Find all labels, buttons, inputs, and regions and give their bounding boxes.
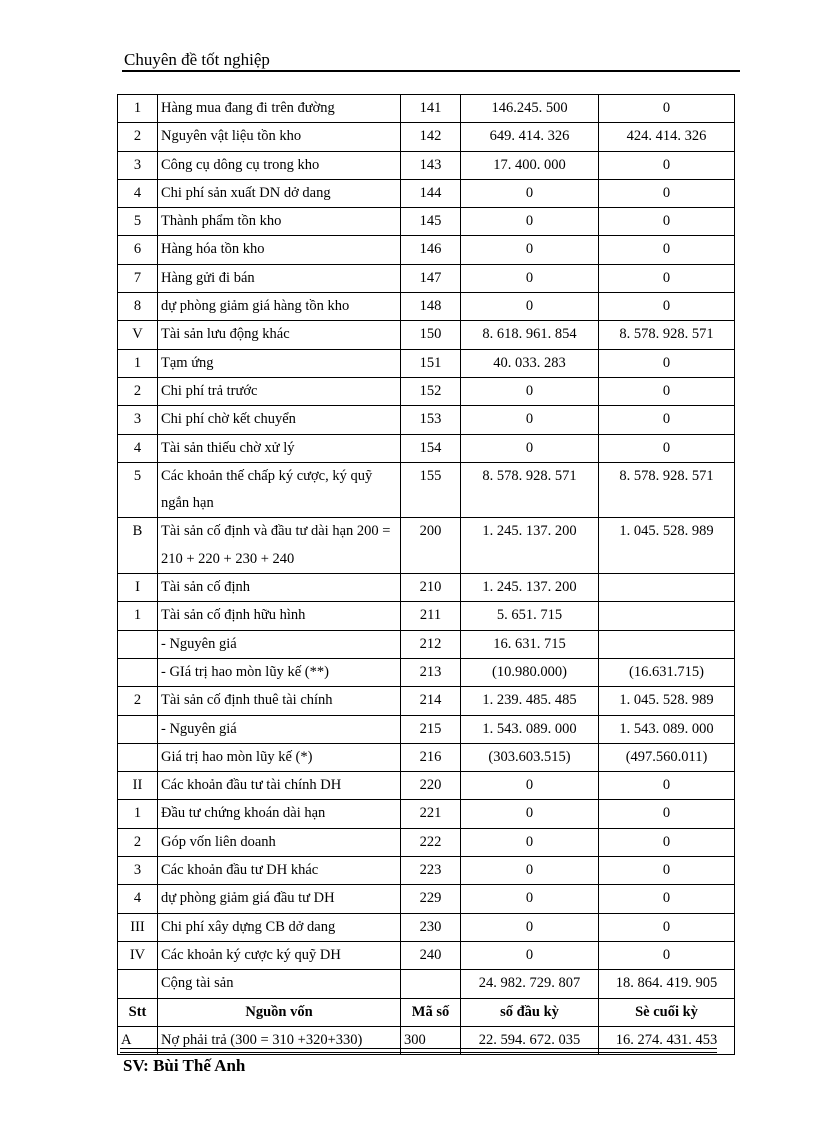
- cell-stt: 2: [118, 687, 158, 715]
- cell-end: 0: [599, 800, 735, 828]
- cell-begin: 40. 033. 283: [461, 349, 599, 377]
- table-row: [118, 885, 735, 913]
- cell-name: Các khoản đầu tư DH khác: [158, 857, 401, 885]
- cell-begin: 8. 578. 928. 571: [461, 462, 599, 518]
- cell-stt: [118, 658, 158, 686]
- table-row: [118, 574, 735, 602]
- cell-code: 150: [401, 321, 461, 349]
- cell-end: 1. 543. 089. 000: [599, 715, 735, 743]
- cell-name: Thành phẩm tồn kho: [158, 208, 401, 236]
- cell-end: 0: [599, 406, 735, 434]
- cell-code: 212: [401, 630, 461, 658]
- cell-stt: I: [118, 574, 158, 602]
- table-row: [118, 1026, 735, 1054]
- cell-code: 211: [401, 602, 461, 630]
- cell-begin: 0: [461, 179, 599, 207]
- cell-code: 221: [401, 800, 461, 828]
- cell-begin: 0: [461, 913, 599, 941]
- cell-stt: 5: [118, 462, 158, 518]
- header-end: Sè cuối kỳ: [599, 998, 735, 1026]
- table-row: [118, 857, 735, 885]
- table-row: [118, 658, 735, 686]
- cell-begin: 0: [461, 800, 599, 828]
- table-row: [118, 179, 735, 207]
- cell-begin: 0: [461, 264, 599, 292]
- cell-name: - Nguyên giá: [158, 630, 401, 658]
- cell-end: 0: [599, 95, 735, 123]
- table-row: [118, 434, 735, 462]
- table-row: [118, 151, 735, 179]
- table-row: [118, 321, 735, 349]
- cell-stt: V: [118, 321, 158, 349]
- cell-name: dự phòng giảm giá hàng tồn kho: [158, 293, 401, 321]
- cell-end: 8. 578. 928. 571: [599, 321, 735, 349]
- footer-rule: [120, 1048, 717, 1049]
- cell-end: [599, 630, 735, 658]
- cell-end: 0: [599, 885, 735, 913]
- table-body-liabilities: [118, 998, 735, 1055]
- cell-end: 0: [599, 857, 735, 885]
- cell-begin: 0: [461, 828, 599, 856]
- balance-sheet-table: [117, 94, 735, 1055]
- cell-stt: 3: [118, 857, 158, 885]
- cell-end: 424. 414. 326: [599, 123, 735, 151]
- cell-stt: [118, 743, 158, 771]
- table-body-bottom: [118, 574, 735, 998]
- cell-code: 216: [401, 743, 461, 771]
- cell-end: 0: [599, 208, 735, 236]
- cell-code: 222: [401, 828, 461, 856]
- cell-stt: B: [118, 518, 158, 574]
- cell-begin: 1. 245. 137. 200: [461, 518, 599, 574]
- cell-name: Chi phí trả trước: [158, 377, 401, 405]
- cell-name: Góp vốn liên doanh: [158, 828, 401, 856]
- cell-begin: 649. 414. 326: [461, 123, 599, 151]
- page-header-title: Chuyên đề tốt nghiệp: [124, 50, 270, 69]
- table-row: [118, 264, 735, 292]
- cell-begin: 0: [461, 236, 599, 264]
- cell-code: 220: [401, 772, 461, 800]
- cell-code: 155: [401, 462, 461, 518]
- cell-end: 18. 864. 419. 905: [599, 970, 735, 998]
- cell-code: 240: [401, 941, 461, 969]
- cell-end: [599, 574, 735, 602]
- cell-code: 214: [401, 687, 461, 715]
- header-rule: [122, 70, 740, 72]
- header-begin: số đầu kỳ: [461, 998, 599, 1026]
- cell-stt: 3: [118, 151, 158, 179]
- cell-code: 154: [401, 434, 461, 462]
- table-row: [118, 208, 735, 236]
- cell-end: [599, 602, 735, 630]
- cell-stt: 1: [118, 800, 158, 828]
- table-row: [118, 406, 735, 434]
- table-header-row: [118, 998, 735, 1026]
- cell-end: 0: [599, 913, 735, 941]
- cell-begin: 0: [461, 941, 599, 969]
- cell-name: Tài sản cố định và đầu tư dài hạn 200 = 210 + 220 + 230 + 240: [158, 518, 401, 574]
- cell-code: 153: [401, 406, 461, 434]
- cell-end: 0: [599, 349, 735, 377]
- cell-name: dự phòng giảm giá đầu tư DH: [158, 885, 401, 913]
- cell-name: Tài sản thiếu chờ xử lý: [158, 434, 401, 462]
- cell-end: 0: [599, 828, 735, 856]
- cell-code: 223: [401, 857, 461, 885]
- cell-begin: 17. 400. 000: [461, 151, 599, 179]
- cell-end: 0: [599, 179, 735, 207]
- cell-begin: 24. 982. 729. 807: [461, 970, 599, 998]
- table-row: [118, 349, 735, 377]
- cell-name: Công cụ dông cụ trong kho: [158, 151, 401, 179]
- cell-stt: [118, 630, 158, 658]
- cell-code: 147: [401, 264, 461, 292]
- cell-begin: 22. 594. 672. 035: [461, 1026, 599, 1054]
- cell-begin: 0: [461, 406, 599, 434]
- cell-end: 0: [599, 377, 735, 405]
- table-row: [118, 602, 735, 630]
- header-code: Mã số: [401, 998, 461, 1026]
- cell-begin: 1. 245. 137. 200: [461, 574, 599, 602]
- cell-stt: 2: [118, 377, 158, 405]
- cell-stt: 1: [118, 95, 158, 123]
- cell-stt: 7: [118, 264, 158, 292]
- cell-code: 230: [401, 913, 461, 941]
- cell-begin: (10.980.000): [461, 658, 599, 686]
- table-row: [118, 462, 735, 518]
- footer-rule-secondary: [120, 1052, 717, 1053]
- cell-stt: IV: [118, 941, 158, 969]
- cell-begin: 1. 239. 485. 485: [461, 687, 599, 715]
- table-row: [118, 95, 735, 123]
- cell-end: 0: [599, 293, 735, 321]
- cell-begin: 146.245. 500: [461, 95, 599, 123]
- table-row: [118, 800, 735, 828]
- table-row: [118, 687, 735, 715]
- cell-begin: 8. 618. 961. 854: [461, 321, 599, 349]
- cell-begin: (303.603.515): [461, 743, 599, 771]
- cell-begin: 16. 631. 715: [461, 630, 599, 658]
- cell-end: 16. 274. 431. 453: [599, 1026, 735, 1054]
- cell-name: Các khoản đầu tư tài chính DH: [158, 772, 401, 800]
- cell-name: Tài sản lưu động khác: [158, 321, 401, 349]
- table-row: [118, 941, 735, 969]
- cell-name: Tạm ứng: [158, 349, 401, 377]
- cell-end: 0: [599, 151, 735, 179]
- cell-code: 229: [401, 885, 461, 913]
- cell-name: Giá trị hao mòn lũy kế (*): [158, 743, 401, 771]
- cell-stt: 1: [118, 349, 158, 377]
- cell-code: 148: [401, 293, 461, 321]
- table-row: [118, 828, 735, 856]
- cell-begin: 0: [461, 293, 599, 321]
- cell-name: - GIá trị hao mòn lũy kế (**): [158, 658, 401, 686]
- cell-stt: [118, 715, 158, 743]
- cell-code: 146: [401, 236, 461, 264]
- table-row: [118, 970, 735, 998]
- cell-name: Tài sản cố định thuê tài chính: [158, 687, 401, 715]
- table-row: [118, 913, 735, 941]
- cell-code: 200: [401, 518, 461, 574]
- table-row: [118, 236, 735, 264]
- cell-end: 1. 045. 528. 989: [599, 687, 735, 715]
- cell-stt: A: [118, 1026, 158, 1054]
- cell-name: Hàng mua đang đi trên đường: [158, 95, 401, 123]
- cell-name: Các khoản thế chấp ký cược, ký quỹ ngắn hạn: [158, 462, 401, 518]
- cell-name: Chi phí sản xuất DN dở dang: [158, 179, 401, 207]
- cell-code: 144: [401, 179, 461, 207]
- table-row: [118, 743, 735, 771]
- table-body-mid: [118, 462, 735, 573]
- cell-begin: 0: [461, 885, 599, 913]
- cell-stt: III: [118, 913, 158, 941]
- cell-stt: 2: [118, 828, 158, 856]
- table-row: [118, 715, 735, 743]
- cell-end: 0: [599, 434, 735, 462]
- cell-begin: 0: [461, 208, 599, 236]
- cell-begin: 0: [461, 772, 599, 800]
- cell-name: Đầu tư chứng khoán dài hạn: [158, 800, 401, 828]
- cell-name: Cộng tài sản: [158, 970, 401, 998]
- cell-stt: [118, 970, 158, 998]
- table-row: [118, 123, 735, 151]
- cell-code: [401, 970, 461, 998]
- cell-end: 8. 578. 928. 571: [599, 462, 735, 518]
- cell-name: Hàng gửi đi bán: [158, 264, 401, 292]
- cell-stt: 8: [118, 293, 158, 321]
- cell-end: 0: [599, 772, 735, 800]
- cell-stt: 3: [118, 406, 158, 434]
- cell-code: 300: [401, 1026, 461, 1054]
- cell-stt: 6: [118, 236, 158, 264]
- cell-code: 143: [401, 151, 461, 179]
- table-row: [118, 518, 735, 574]
- cell-end: 0: [599, 941, 735, 969]
- header-stt: Stt: [118, 998, 158, 1026]
- cell-code: 145: [401, 208, 461, 236]
- cell-begin: 0: [461, 857, 599, 885]
- table-body-top: [118, 95, 735, 463]
- cell-begin: 5. 651. 715: [461, 602, 599, 630]
- cell-stt: II: [118, 772, 158, 800]
- cell-end: (497.560.011): [599, 743, 735, 771]
- cell-code: 141: [401, 95, 461, 123]
- cell-end: (16.631.715): [599, 658, 735, 686]
- cell-stt: 4: [118, 179, 158, 207]
- cell-code: 142: [401, 123, 461, 151]
- cell-end: 1. 045. 528. 989: [599, 518, 735, 574]
- cell-stt: 1: [118, 602, 158, 630]
- cell-name: Nợ phải trả (300 = 310 +320+330): [158, 1026, 401, 1054]
- cell-name: - Nguyên giá: [158, 715, 401, 743]
- header-name: Nguồn vốn: [158, 998, 401, 1026]
- cell-code: 151: [401, 349, 461, 377]
- cell-stt: 4: [118, 434, 158, 462]
- cell-stt: 4: [118, 885, 158, 913]
- table-row: [118, 293, 735, 321]
- cell-begin: 1. 543. 089. 000: [461, 715, 599, 743]
- table-row: [118, 630, 735, 658]
- cell-begin: 0: [461, 377, 599, 405]
- table-row: [118, 772, 735, 800]
- cell-name: Tài sản cố định hữu hình: [158, 602, 401, 630]
- cell-name: Tài sản cố định: [158, 574, 401, 602]
- cell-name: Chi phí xây dựng CB dở dang: [158, 913, 401, 941]
- cell-end: 0: [599, 264, 735, 292]
- table-row: [118, 377, 735, 405]
- footer-author: SV: Bùi Thế Anh: [123, 1056, 246, 1075]
- cell-name: Nguyên vật liệu tồn kho: [158, 123, 401, 151]
- cell-code: 213: [401, 658, 461, 686]
- cell-code: 152: [401, 377, 461, 405]
- cell-stt: 5: [118, 208, 158, 236]
- cell-name: Hàng hóa tồn kho: [158, 236, 401, 264]
- cell-code: 215: [401, 715, 461, 743]
- cell-end: 0: [599, 236, 735, 264]
- cell-begin: 0: [461, 434, 599, 462]
- cell-code: 210: [401, 574, 461, 602]
- cell-stt: 2: [118, 123, 158, 151]
- cell-name: Các khoản ký cược ký quỹ DH: [158, 941, 401, 969]
- cell-name: Chi phí chờ kết chuyển: [158, 406, 401, 434]
